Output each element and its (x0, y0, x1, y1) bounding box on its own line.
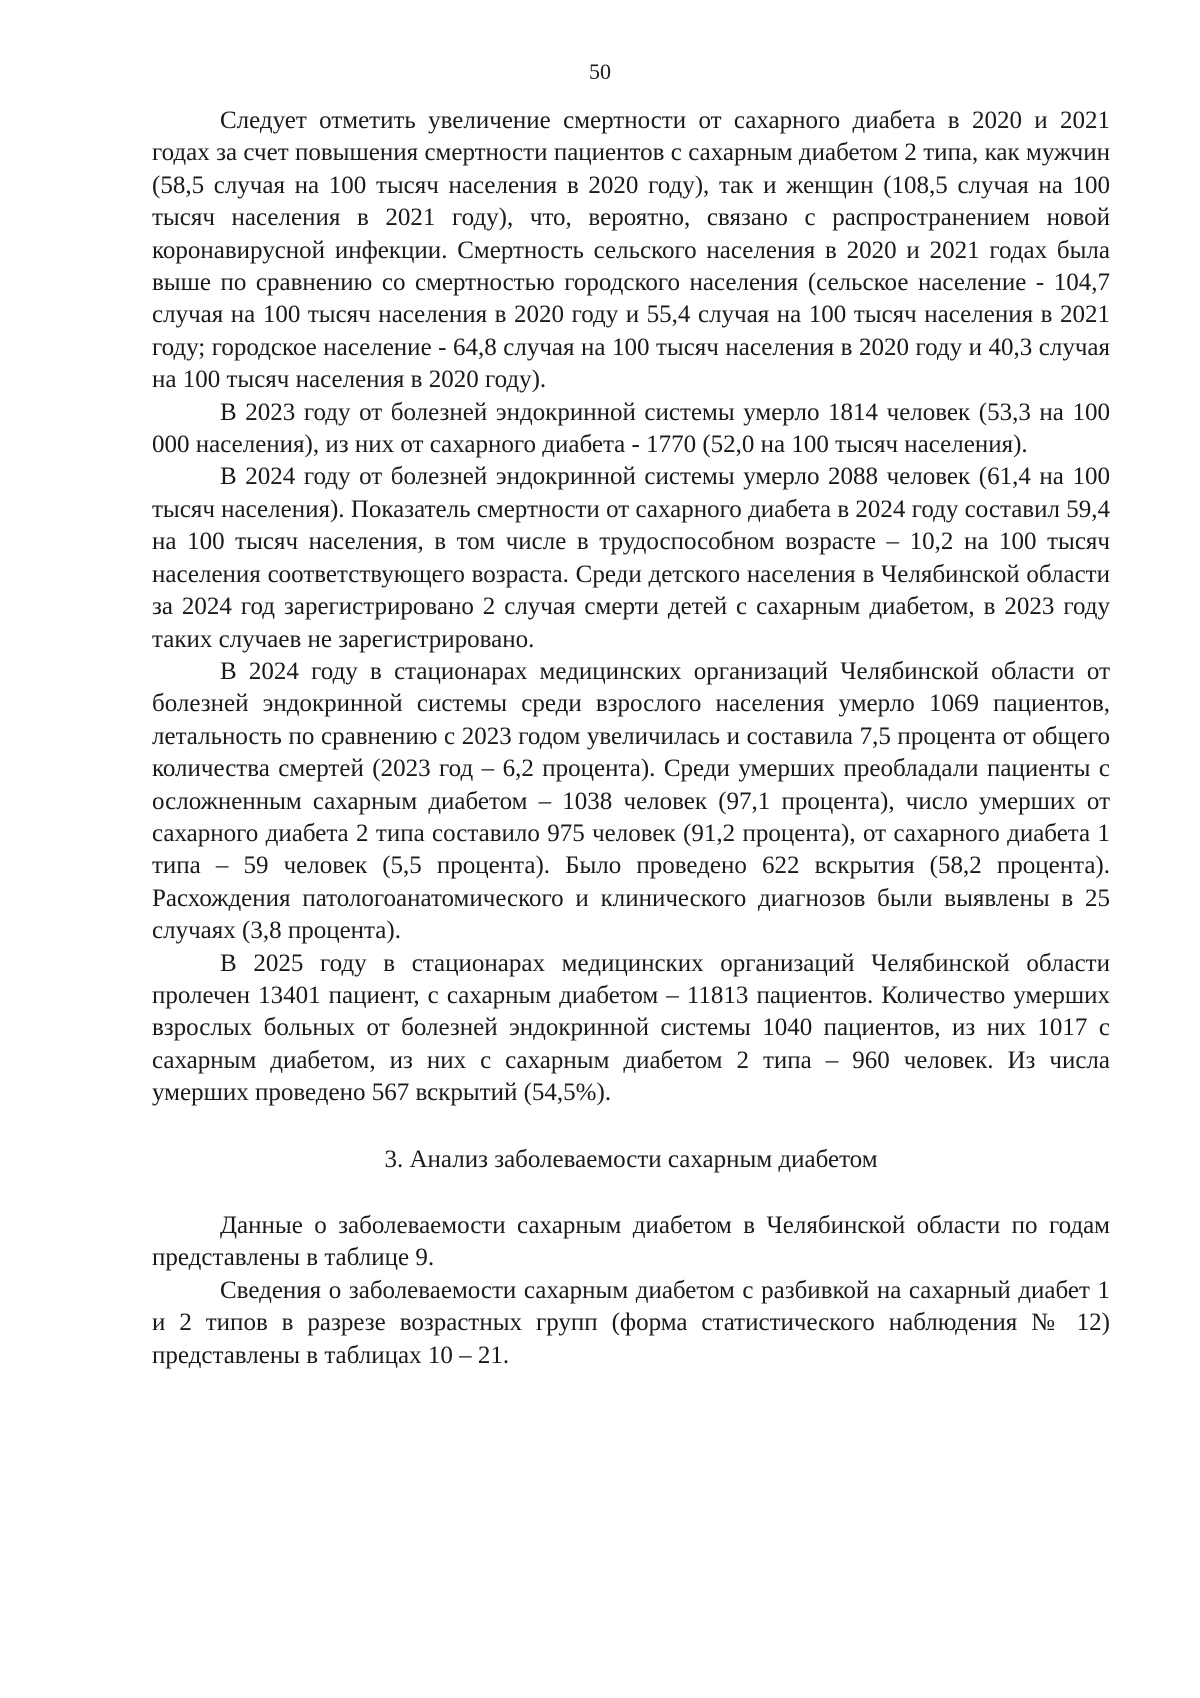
paragraph-mortality-2020-2021: Следует отметить увеличение смертности от сахарного диабета в 2020 и 2021 годах за счет повышения смертности пациентов с сахарным диабетом 2 типа, как мужчин (58,5 случая на 100 тысяч населения в 2020 году), так и женщин (108,5 случая на 100 тысяч населения в 2021 году), что, вероятно, связано с распространением новой коронавирусной инфекции. Смертность сельского населения в 2020 и 2021 годах была выше по сравнению со смертностью городского населения (сельское население - 104,7 случая на 100 тысяч населения в 2020 году и 55,4 случая на 100 тысяч населения в 2021 году; городское население - 64,8 случая на 100 тысяч населения в 2020 году и 40,3 случая на 100 тысяч населения в 2020 году). (152, 107, 1110, 394)
paragraph-mortality-2024: В 2024 году от болезней эндокринной системы умерло 2088 человек (61,4 на 100 тысяч населения). Показатель смертности от сахарного диабета в 2024 году составил 59,4 на 100 тысяч населения, в том числе в трудоспособном возрасте – 10,2 на 100 тысяч населения соответствующего возраста. Среди детского населения в Челябинской области за 2024 год зарегистрировано 2 случая смерти детей с сахарным диабетом, в 2023 году таких случаев не зарегистрировано. (152, 463, 1110, 653)
paragraph-hospital-2025: В 2025 году в стационарах медицинских организаций Челябинской области пролечен 13401 пациент, с сахарным диабетом – 11813 пациентов. Количество умерших взрослых больных от болезней эндокринной системы 1040 пациентов, из них 1017 с сахарным диабетом, из них с сахарным диабетом 2 типа – 960 человек. Из числа умерших проведено 567 вскрытий (54,5%). (152, 949, 1110, 1107)
document-body (152, 105, 1110, 1372)
paragraph-mortality-2023: В 2023 году от болезней эндокринной системы умерло 1814 человек (53,3 на 100 000 населения), из них от сахарного диабета - 1770 (52,0 на 100 тысяч населения). (152, 398, 1110, 459)
section-heading: 3. Анализ заболеваемости сахарным диабетом (384, 1145, 878, 1173)
paragraph-incidence-table-9: Данные о заболеваемости сахарным диабетом в Челябинской области по годам представлены в таблице 9. (152, 1212, 1110, 1272)
paragraph-hospital-2024: В 2024 году в стационарах медицинских организаций Челябинской области от болезней эндокринной системы среди взрослого населения умерло 1069 пациентов, летальность по сравнению с 2023 годом увеличилась и составила 7,5 процента от общего количества смертей (2023 год – 6,2 процента). Среди умерших преобладали пациенты с осложненным сахарным диабетом – 1038 человек (97,1 процента), число умерших от сахарного диабета 2 типа составило 975 человек (91,2 процента), от сахарного диабета 1 типа – 59 человек (5,5 процента). Было проведено 622 вскрытия (58,2 процента). Расхождения патологоанатомического и клинического диагнозов были выявлены в 25 случаях (3,8 процента). (152, 657, 1110, 945)
page-number: 50 (589, 59, 611, 84)
paragraph-incidence-tables-10-21: Сведения о заболеваемости сахарным диабетом с разбивкой на сахарный диабет 1 и 2 типов в разрезе возрастных групп (форма статистического наблюдения № 12) представлены в таблицах 10 – 21. (152, 1276, 1110, 1369)
